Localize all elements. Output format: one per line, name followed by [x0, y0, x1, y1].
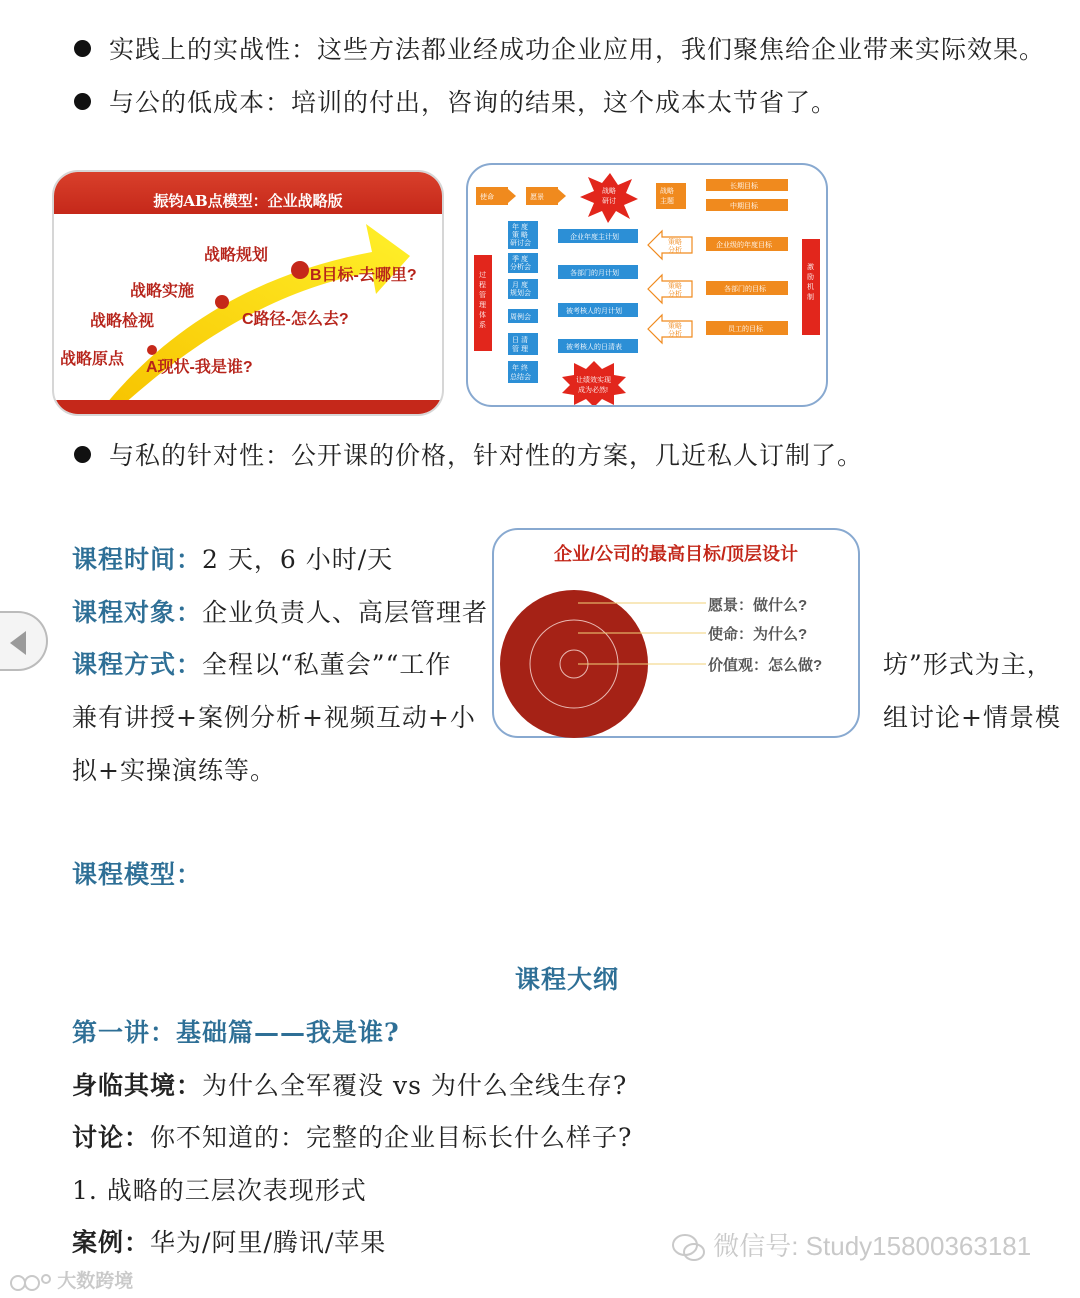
svg-text:分析会: 分析会: [510, 264, 531, 271]
burst-strategy-2: 研讨: [602, 198, 616, 205]
svg-text:各部门的月计划: 各部门的月计划: [570, 270, 619, 277]
brand-logo-icon: [8, 1271, 52, 1293]
svg-text:让绩效实现: 让绩效实现: [576, 377, 611, 384]
question-values: 价值观：怎么做?: [708, 657, 823, 674]
process-flow-image: [466, 163, 828, 407]
top-design-title: 企业/公司的最高目标/顶层设计: [553, 544, 798, 564]
svg-text:研讨会: 研讨会: [510, 240, 531, 247]
svg-text:月 度: 月 度: [512, 282, 528, 289]
wechat-icon: [672, 1233, 706, 1263]
course-method-value: 全程以“私董会”“工作: [202, 650, 452, 679]
svg-text:分析: 分析: [668, 331, 682, 338]
bullet-low-cost: [74, 83, 837, 119]
ab-model-banner: 振钧AB点模型：企业战略版: [54, 172, 442, 214]
question-vision: 愿景：做什么?: [708, 597, 808, 614]
wechat-watermark: [672, 1226, 1031, 1263]
svg-text:总结会: 总结会: [510, 374, 531, 381]
svg-text:周例会: 周例会: [510, 314, 531, 321]
question-mission: 使命：为什么?: [708, 626, 808, 643]
svg-text:策略: 策略: [668, 323, 682, 330]
outline-title: 课程大纲: [514, 965, 619, 994]
node-long-goal: 长期目标: [730, 183, 758, 190]
label-strategy-exec: 战略实施: [130, 283, 195, 300]
svg-text:被考核人的日清表: 被考核人的日清表: [566, 344, 622, 351]
label-c-path: C路径-怎么去?: [242, 311, 349, 328]
course-method-continued: 坊”形式为主，: [883, 650, 1053, 679]
bullet-text: 与公的低成本：培训的付出，咨询的结果，这个成本太节省了。: [109, 88, 838, 117]
svg-text:分析: 分析: [668, 247, 682, 254]
label-a-status: A现状-我是谁?: [146, 359, 253, 376]
bullet-dot-icon: [74, 40, 91, 57]
bullet-targeted: [74, 436, 863, 472]
brand-watermark-text: 大数跨境: [57, 1271, 134, 1292]
svg-text:成为必然!: 成为必然!: [578, 387, 608, 394]
svg-text:企业级的年度目标: 企业级的年度目标: [716, 242, 772, 249]
node-vision: 愿景: [530, 194, 544, 201]
svg-text:策略: 策略: [668, 283, 682, 290]
svg-text:系: 系: [479, 322, 486, 329]
course-time-label: 课程时间：: [72, 545, 203, 574]
course-time-value: 2 天，6 小时/天: [202, 545, 394, 574]
node-mid-goal: 中期目标: [730, 203, 758, 210]
outline-item-1: 1. 战略的三层次表现形式: [72, 1176, 367, 1205]
discuss-label: 讨论：: [72, 1123, 151, 1152]
course-method: [72, 645, 451, 681]
svg-text:制: 制: [807, 294, 814, 301]
chevron-left-icon: [10, 631, 26, 655]
scene-value: 为什么全军覆没 vs 为什么全线生存?: [202, 1071, 628, 1100]
brand-watermark: [8, 1266, 133, 1293]
svg-text:策略: 策略: [668, 239, 682, 246]
lecture1-title: 第一讲：基础篇——我是谁?: [72, 1018, 400, 1047]
bullet-dot-icon: [74, 93, 91, 110]
svg-text:季 度: 季 度: [512, 256, 528, 263]
node-theme-1: 战略: [660, 188, 674, 195]
svg-text:员工的目标: 员工的目标: [728, 326, 763, 333]
case-line: [72, 1223, 386, 1259]
svg-text:各部门的目标: 各部门的目标: [724, 286, 766, 293]
ab-model-image: [52, 170, 444, 416]
course-target-label: 课程对象：: [72, 598, 203, 627]
svg-text:年 终: 年 终: [512, 365, 528, 372]
label-strategy-origin: 战略原点: [60, 351, 125, 368]
bullet-text: 与私的针对性：公开课的价格，针对性的方案，几近私人订制了。: [109, 441, 864, 470]
discuss-line: [72, 1118, 632, 1154]
bullet-dot-icon: [74, 446, 91, 463]
svg-text:体: 体: [479, 312, 486, 319]
svg-text:日 清: 日 清: [512, 337, 528, 344]
svg-text:程: 程: [479, 282, 486, 289]
scene-label: 身临其境：: [72, 1071, 203, 1100]
previous-page-button[interactable]: [0, 611, 48, 671]
svg-text:分析: 分析: [668, 291, 682, 298]
strategy-arrow-graphic: [54, 172, 444, 416]
node-theme-2: 主题: [660, 198, 674, 205]
svg-text:年 度: 年 度: [512, 224, 528, 231]
burst-strategy-1: 战略: [602, 188, 616, 195]
top-design-image: [492, 528, 860, 738]
wechat-watermark-text: 微信号: Study15800363181: [713, 1231, 1032, 1261]
label-strategy-plan: 战略规划: [204, 247, 269, 264]
course-model-label: 课程模型：: [72, 860, 203, 889]
course-target-value: 企业负责人、高层管理者: [202, 598, 489, 627]
case-value: 华为/阿里/腾讯/苹果: [150, 1228, 387, 1257]
case-label: 案例：: [72, 1228, 151, 1257]
bullet-practicality: [74, 30, 1045, 66]
course-method-line3: 拟+实操演练等。: [72, 756, 276, 785]
course-method-label: 课程方式：: [72, 650, 203, 679]
discuss-value: 你不知道的：完整的企业目标长什么样子?: [150, 1123, 633, 1152]
svg-text:机: 机: [807, 284, 814, 291]
course-method-line2-right: 组讨论+情景模: [883, 703, 1061, 732]
ab-model-bottom-bar: [54, 400, 442, 414]
svg-text:管: 管: [479, 292, 486, 299]
svg-text:策 略: 策 略: [512, 232, 528, 239]
scene-line: [72, 1066, 627, 1102]
label-strategy-check: 战略检视: [90, 313, 155, 330]
svg-text:激: 激: [807, 264, 814, 271]
svg-text:过: 过: [479, 272, 486, 279]
svg-text:理: 理: [479, 302, 486, 309]
course-method-line2: 兼有讲授+案例分析+视频互动+小: [72, 703, 476, 732]
svg-text:被考核人的月计划: 被考核人的月计划: [566, 308, 622, 315]
svg-text:励: 励: [807, 274, 814, 281]
course-time: [72, 540, 393, 576]
svg-text:管 理: 管 理: [512, 346, 528, 353]
bullet-text: 实践上的实战性：这些方法都业经成功企业应用，我们聚焦给企业带来实际效果。: [109, 35, 1046, 64]
svg-text:规划会: 规划会: [510, 290, 531, 297]
node-mission: 使命: [480, 194, 494, 201]
svg-text:企业年度主计划: 企业年度主计划: [570, 234, 619, 241]
course-target: [72, 593, 488, 629]
process-flow-diagram: [468, 165, 828, 407]
label-b-goal: B目标-去哪里?: [310, 267, 417, 284]
